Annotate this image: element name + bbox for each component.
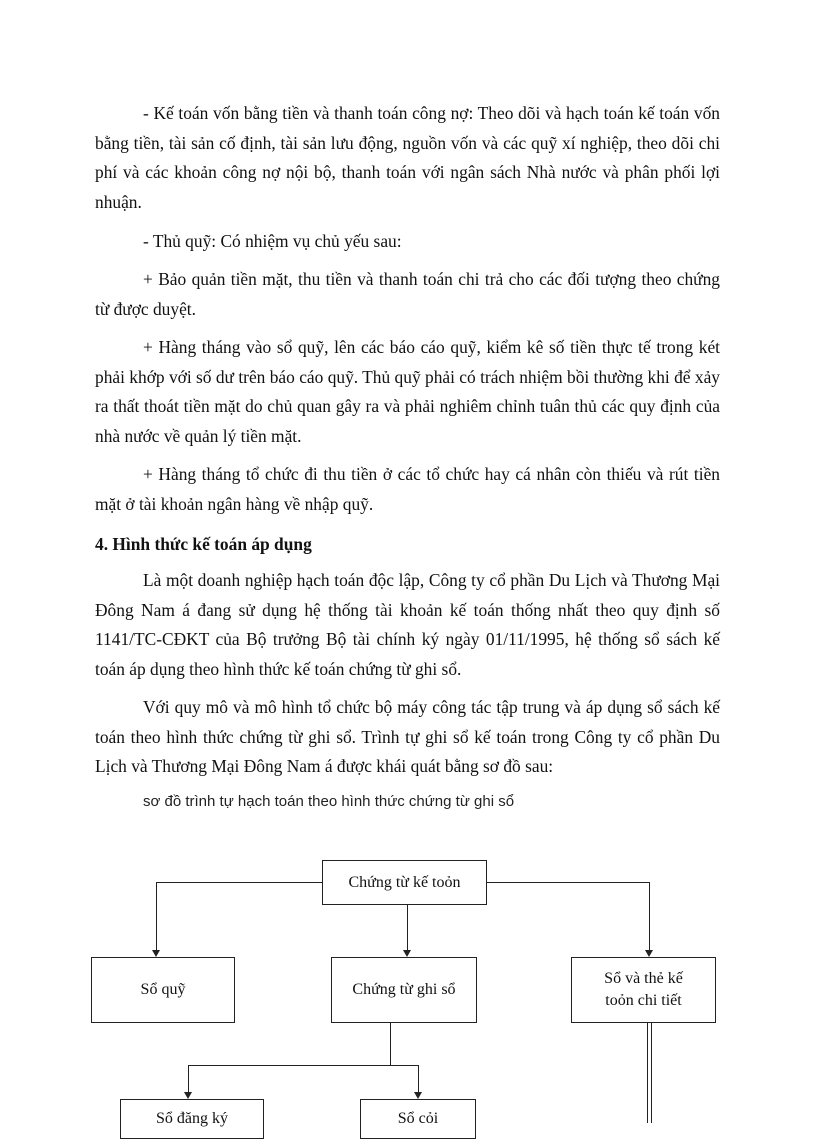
arrow-to-general-ledger bbox=[414, 1092, 422, 1099]
node-voucher-register-label: Chứng từ ghi sổ bbox=[352, 981, 456, 998]
connector-to-registration-book bbox=[188, 1065, 189, 1093]
paragraph-company-accounting-system: Là một doanh nghiệp hạch toán độc lập, Công ty cổ phần Du Lịch và Thương Mại Đông Nam á đang sử dụng hệ thống tài khoản kế toán thống nhất theo quy định số 1141/TC-CĐKT của Bộ trưởng Bộ tài chính ký ngày 01/11/1995, hệ thống sổ sách kế toán áp dụng theo hình thức kế toán chứng từ ghi sổ. bbox=[95, 570, 720, 679]
paragraph-accounting-procedure: Với quy mô và mô hình tổ chức bộ máy công tác tập trung và áp dụng sổ sách kế toán theo hình thức chứng từ ghi sổ. Trình tự ghi sổ kế toán trong Công ty cổ phần Du Lịch và Thương Mại Đông Nam á được khái quát bằng sơ đồ sau: bbox=[95, 697, 720, 777]
diagram-caption: sơ đồ trình tự hạch toán theo hình thức chứng từ ghi sổ bbox=[143, 793, 515, 810]
node-accounting-vouchers-label: Chứng từ kế toỏn bbox=[348, 873, 461, 891]
paragraph-cashier-duties: - Thủ quỹ: Có nhiệm vụ chủ yếu sau: bbox=[143, 231, 402, 251]
connector-top-right-horizontal bbox=[487, 882, 649, 883]
connector-bottom-horizontal bbox=[188, 1065, 419, 1066]
node-detail-ledger-label-line2: toỏn chi tiết bbox=[605, 992, 682, 1009]
arrow-to-voucher-register bbox=[403, 950, 411, 957]
node-fund-book-label: Sổ quỹ bbox=[140, 981, 186, 998]
node-registration-book bbox=[120, 1099, 264, 1139]
paragraph-cash-accounting: - Kế toán vốn bằng tiền và thanh toán công nợ: Theo dõi và hạch toán kế toán vốn bằng tiền, tài sản cố định, tài sản lưu động, nguồn vốn và các quỹ xí nghiệp, theo dõi chi phí và các khoản công nợ nội bộ, thanh toán với ngân sách Nhà nước và phân phối lợi nhuận. bbox=[95, 103, 720, 212]
node-voucher-register bbox=[331, 957, 477, 1023]
node-fund-book bbox=[91, 957, 235, 1023]
connector-to-fund-book bbox=[156, 882, 157, 950]
paragraph-monthly-fund-ledger: + Hàng tháng vào sổ quỹ, lên các báo cáo quỹ, kiểm kê số tiền thực tế trong két phải khớp với số dư trên báo cáo quỹ. Thủ quỹ phải có trách nhiệm bồi thường khi để xảy ra thất thoát tiền mặt do chủ quan gây ra và phải nghiêm chỉnh tuân thủ các quy định của nhà nước về quản lý tiền mặt. bbox=[95, 337, 720, 446]
node-detail-ledger bbox=[571, 957, 716, 1023]
node-detail-ledger-label-line1: Sổ và thẻ kế bbox=[604, 970, 683, 987]
double-line-left bbox=[647, 1023, 648, 1123]
section-heading: 4. Hình thức kế toán áp dụng bbox=[95, 534, 312, 554]
connector-to-detail-ledger bbox=[649, 882, 650, 950]
node-general-ledger bbox=[360, 1099, 476, 1139]
arrow-to-detail-ledger bbox=[645, 950, 653, 957]
connector-top-left-horizontal bbox=[156, 882, 322, 883]
paragraph-cash-preservation: + Bảo quản tiền mặt, thu tiền và thanh toán chi trả cho các đối tượng theo chứng từ được duyệt. bbox=[95, 269, 720, 319]
arrow-to-registration-book bbox=[184, 1092, 192, 1099]
node-general-ledger-label: Sổ cỏi bbox=[397, 1110, 439, 1127]
double-line-right bbox=[651, 1023, 652, 1123]
arrow-to-fund-book bbox=[152, 950, 160, 957]
node-registration-book-label: Sổ đăng ký bbox=[156, 1110, 228, 1127]
paragraph-monthly-collection: + Hàng tháng tổ chức đi thu tiền ở các tổ chức hay cá nhân còn thiếu và rút tiền mặt ở tài khoản ngân hàng về nhập quỹ. bbox=[95, 464, 720, 514]
connector-from-voucher-register bbox=[390, 1023, 391, 1065]
connector-to-voucher-register bbox=[407, 905, 408, 950]
connector-to-general-ledger bbox=[418, 1065, 419, 1093]
node-accounting-vouchers bbox=[322, 860, 487, 905]
